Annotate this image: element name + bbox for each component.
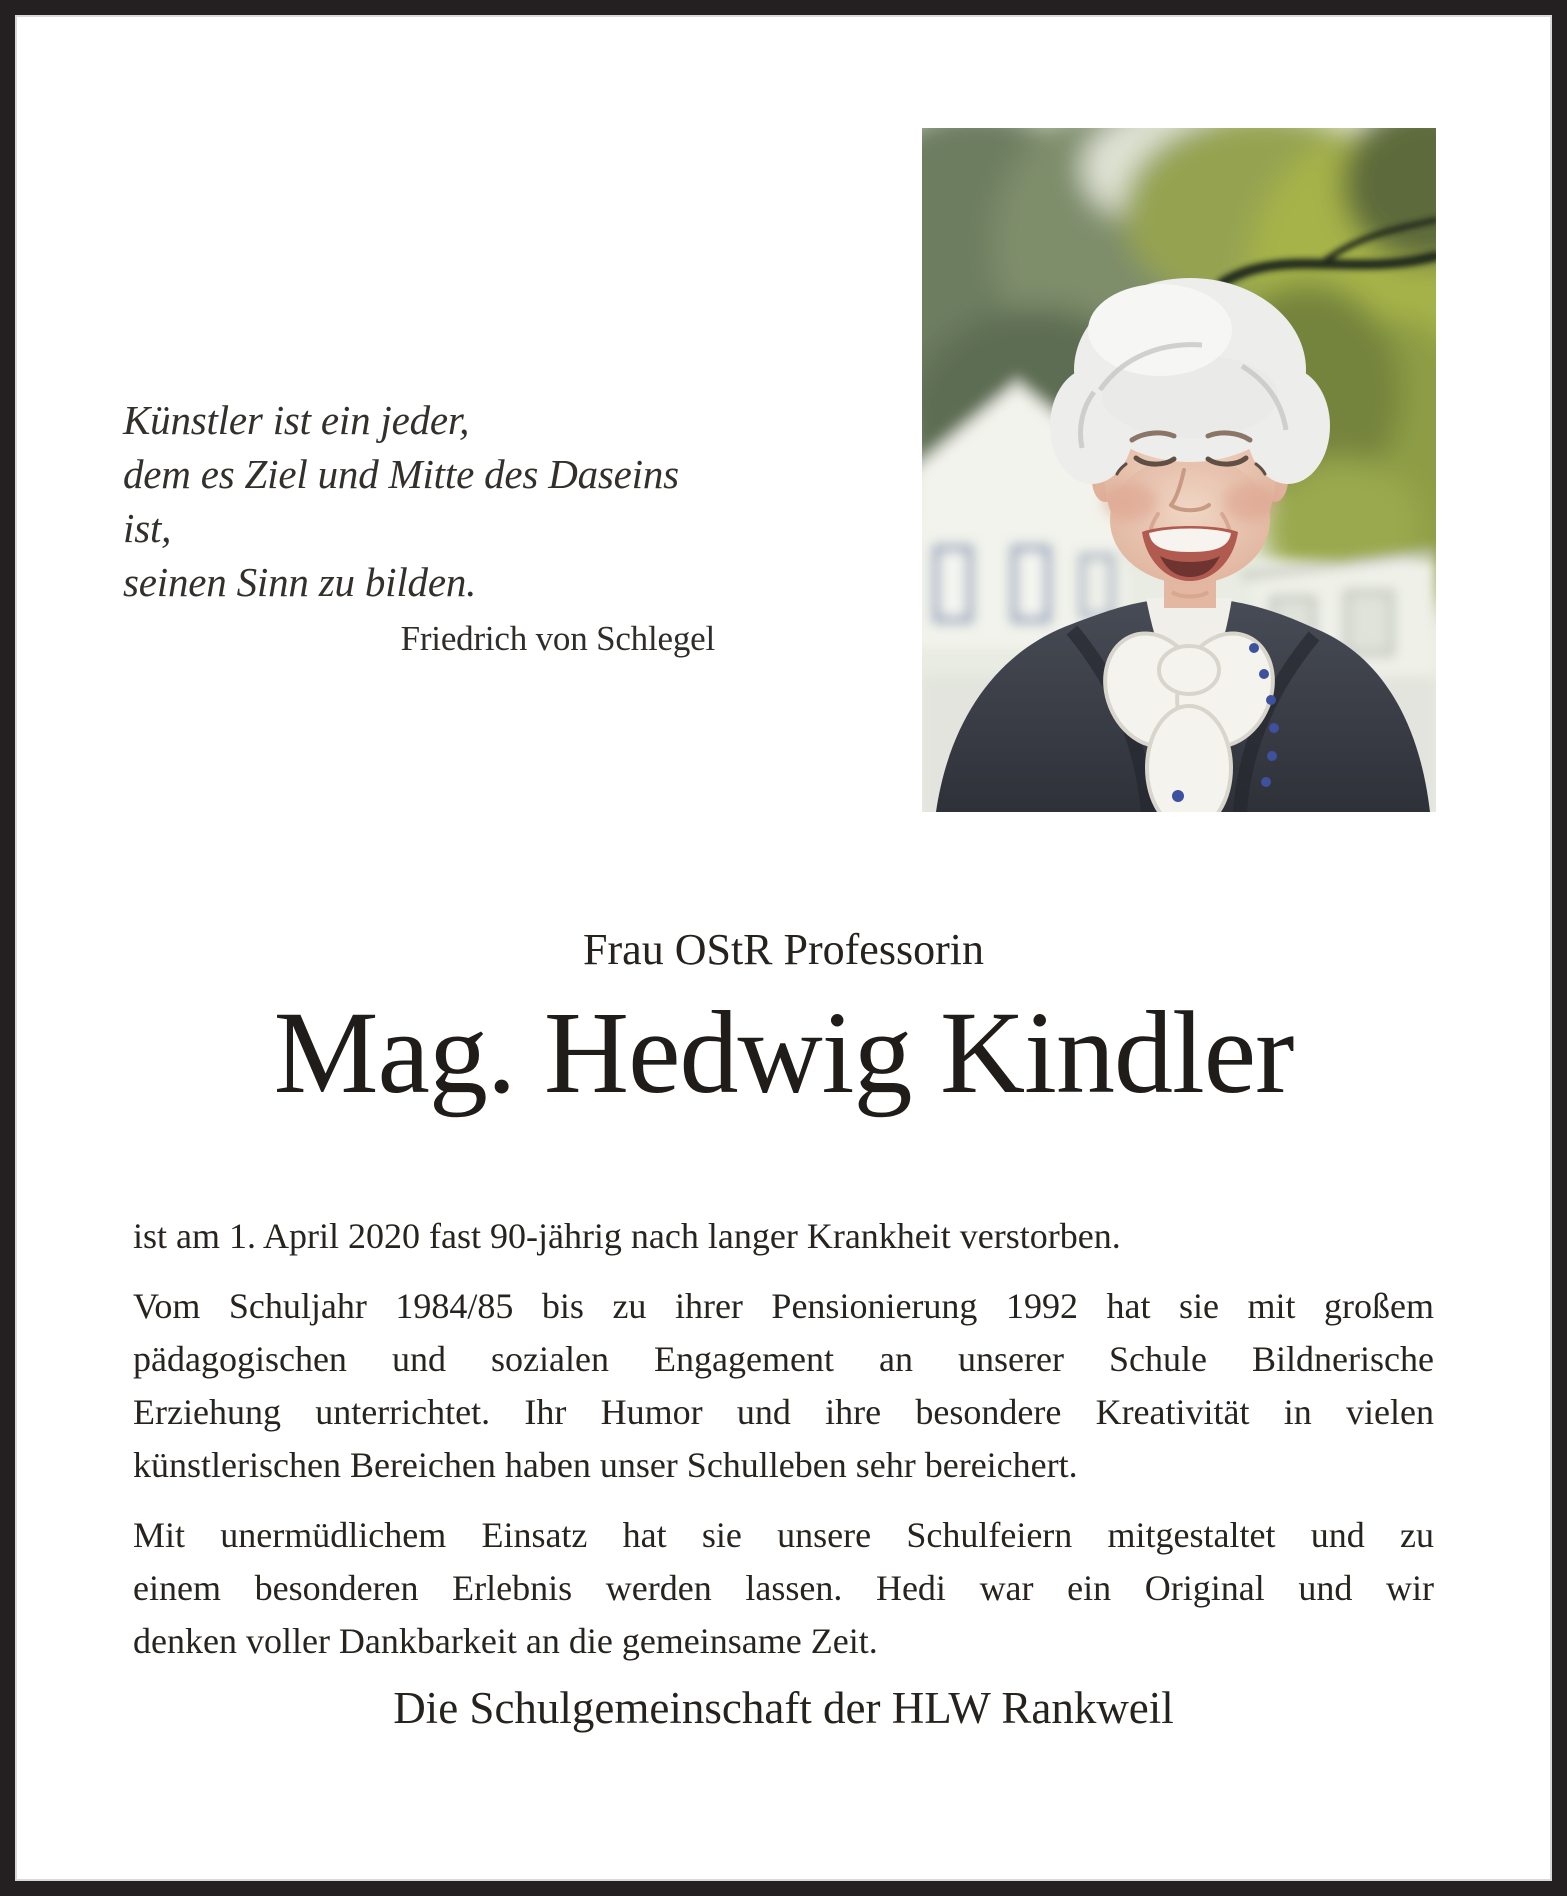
signature-line: Die Schulgemeinschaft der HLW Rankweil — [393, 1683, 1174, 1733]
body-line: künstlerischen Bereichen haben unser Schulleben sehr bereichert. — [133, 1445, 1078, 1485]
quote-attribution: Friedrich von Schlegel — [400, 619, 715, 658]
body-line: pädagogischen und sozialen Engagement an unserer Schule Bildnerische — [133, 1339, 1434, 1379]
paragraph-intro — [133, 1210, 1434, 1263]
quote-line: Künstler ist ein jeder, — [123, 397, 470, 443]
body-line: einem besonderen Erlebnis werden lassen. Hedi war ein Original und wir — [133, 1568, 1434, 1608]
quote-line: dem es Ziel und Mitte des Daseins ist, — [123, 451, 679, 551]
body-line: Mit unermüdlichem Einsatz hat sie unsere Schulfeiern mitgestaltet und zu — [133, 1515, 1434, 1555]
deceased-name: Mag. Hedwig Kindler — [273, 987, 1294, 1118]
quote-line: seinen Sinn zu bilden. — [123, 559, 477, 605]
body-line: Vom Schuljahr 1984/85 bis zu ihrer Pensionierung 1992 hat sie mit großem — [133, 1286, 1434, 1326]
paragraph-tribute — [133, 1509, 1434, 1668]
portrait-photo — [922, 128, 1436, 812]
portrait-photo-illustration — [922, 128, 1436, 812]
body-line: ist am 1. April 2020 fast 90-jährig nach langer Krankheit verstorben. — [133, 1216, 1121, 1256]
body-line: Erziehung unterrichtet. Ihr Humor und ihre besondere Kreativität in vielen — [133, 1392, 1434, 1432]
body-text — [133, 1210, 1434, 1685]
quote-block — [123, 393, 727, 661]
body-line: denken voller Dankbarkeit an die gemeinsame Zeit. — [133, 1621, 878, 1661]
paragraph-career — [133, 1280, 1434, 1492]
pretitle: Frau OStR Professorin — [583, 925, 984, 974]
